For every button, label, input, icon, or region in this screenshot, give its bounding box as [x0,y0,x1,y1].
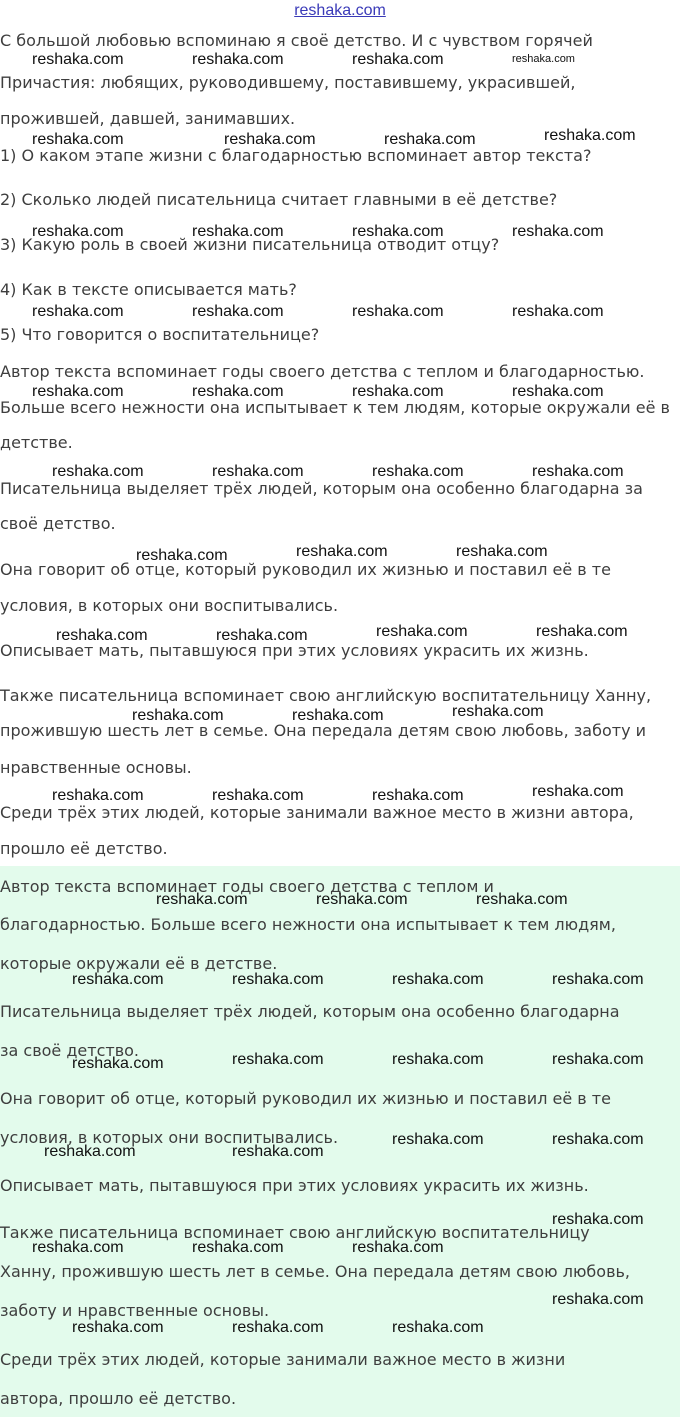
answer-line: которые окружали её в детстве. [0,954,278,973]
watermark: reshaka.com [452,703,544,720]
watermark: reshaka.com [156,891,248,908]
watermark: reshaka.com [212,463,304,480]
watermark: reshaka.com [392,971,484,988]
answer-line: Ханну, прожившую шесть лет в семье. Она передала детям свою любовь, [0,1262,631,1281]
answer-line: автора, прошло её детство. [0,1389,237,1408]
watermark: reshaka.com [292,707,384,724]
watermark: reshaka.com [352,51,444,68]
answer-line: Больше всего нежности она испытывает к тем людям, которые окружали её в [0,398,670,417]
watermark: reshaka.com [392,1131,484,1148]
watermark: reshaka.com [72,971,164,988]
watermark: reshaka.com [192,383,284,400]
watermark: reshaka.com [544,127,636,144]
watermark: reshaka.com [392,1051,484,1068]
answer-line: Также писательница вспоминает свою английскую воспитательницу Ханну, [0,686,652,705]
task-participles-line: Причастия: любящих, руководившему, поставившему, украсившей, [0,73,576,92]
answer-line: условия, в которых они воспитывались. [0,1128,339,1147]
watermark: reshaka.com [316,891,408,908]
watermark: reshaka.com [232,1319,324,1336]
watermark: reshaka.com [192,223,284,240]
watermark: reshaka.com [72,1055,164,1072]
answer-line: Описывает мать, пытавшуюся при этих условиях украсить их жизнь. [0,641,589,660]
watermark: reshaka.com [352,383,444,400]
watermark: reshaka.com [512,383,604,400]
answer-line: Среди трёх этих людей, которые занимали важное место в жизни автора, [0,803,634,822]
watermark: reshaka.com [32,303,124,320]
watermark: reshaka.com [352,223,444,240]
watermark: reshaka.com [72,1319,164,1336]
question-4: 4) Как в тексте описывается мать? [0,280,297,299]
answer-line: условия, в которых они воспитывались. [0,596,339,615]
watermark: reshaka.com [512,223,604,240]
watermark: reshaka.com [232,1143,324,1160]
answer-line: своё детство. [0,514,116,533]
answer-line: Автор текста вспоминает годы своего детства с теплом и благодарностью. [0,362,645,381]
task-intro-line: С большой любовью вспоминаю я своё детство. И с чувством горячей [0,31,593,50]
watermark: reshaka.com [552,1291,644,1308]
watermark: reshaka.com [232,1051,324,1068]
watermark: reshaka.com [56,627,148,644]
answer-line: за своё детство. [0,1041,139,1060]
watermark: reshaka.com [372,787,464,804]
watermark: reshaka.com [376,623,468,640]
watermark: reshaka.com [32,51,124,68]
answer-line: Также писательница вспоминает свою английскую воспитательницу [0,1223,590,1242]
answer-line: нравственные основы. [0,758,192,777]
answer-line: Она говорит об отце, который руководил их жизнью и поставил её в те [0,560,611,579]
watermark: reshaka.com [532,783,624,800]
watermark: reshaka.com [512,53,575,65]
answer-line: Писательница выделяет трёх людей, которым она особенно благодарна за [0,479,643,498]
watermark: reshaka.com [224,131,316,148]
watermark: reshaka.com [32,131,124,148]
watermark: reshaka.com [392,1319,484,1336]
answer-line: Описывает мать, пытавшуюся при этих условиях украсить их жизнь. [0,1176,589,1195]
answer-line: Автор текста вспоминает годы своего детства с теплом и [0,877,494,896]
watermark: reshaka.com [552,1051,644,1068]
watermark: reshaka.com [192,303,284,320]
question-1: 1) О каком этапе жизни с благодарностью вспоминает автор текста? [0,146,592,165]
watermark: reshaka.com [552,1211,644,1228]
watermark: reshaka.com [212,787,304,804]
watermark: reshaka.com [232,971,324,988]
answer-line: Среди трёх этих людей, которые занимали важное место в жизни [0,1350,566,1369]
watermark: reshaka.com [32,1239,124,1256]
watermark: reshaka.com [372,463,464,480]
watermark: reshaka.com [32,223,124,240]
question-5: 5) Что говорится о воспитательнице? [0,325,320,344]
task-participles-line: прожившей, давшей, занимавших. [0,109,296,128]
answer-line: благодарностью. Больше всего нежности она испытывает к тем людям, [0,915,616,934]
watermark: reshaka.com [552,971,644,988]
watermark: reshaka.com [216,627,308,644]
answer-line: заботу и нравственные основы. [0,1301,270,1320]
watermark: reshaka.com [352,303,444,320]
answer-line: детстве. [0,433,73,452]
watermark: reshaka.com [536,623,628,640]
watermark: reshaka.com [192,1239,284,1256]
watermark: reshaka.com [32,383,124,400]
watermark: reshaka.com [132,707,224,724]
watermark: reshaka.com [532,463,624,480]
question-3: 3) Какую роль в своей жизни писательница отводит отцу? [0,235,500,254]
watermark: reshaka.com [352,1239,444,1256]
watermark: reshaka.com [456,543,548,560]
watermark: reshaka.com [44,1143,136,1160]
watermark: reshaka.com [476,891,568,908]
question-2: 2) Сколько людей писательница считает главными в её детстве? [0,190,558,209]
watermark: reshaka.com [296,543,388,560]
watermark: reshaka.com [384,131,476,148]
site-link[interactable]: reshaka.com [294,2,386,19]
answer-line: Она говорит об отце, который руководил их жизнью и поставил её в те [0,1089,611,1108]
answer-line: прожившую шесть лет в семье. Она передала детям свою любовь, заботу и [0,721,647,740]
answer-line: Писательница выделяет трёх людей, которым она особенно благодарна [0,1002,620,1021]
watermark: reshaka.com [552,1131,644,1148]
watermark: reshaka.com [52,463,144,480]
watermark: reshaka.com [136,547,228,564]
watermark: reshaka.com [192,51,284,68]
watermark: reshaka.com [52,787,144,804]
answer-line: прошло её детство. [0,839,168,858]
watermark: reshaka.com [512,303,604,320]
